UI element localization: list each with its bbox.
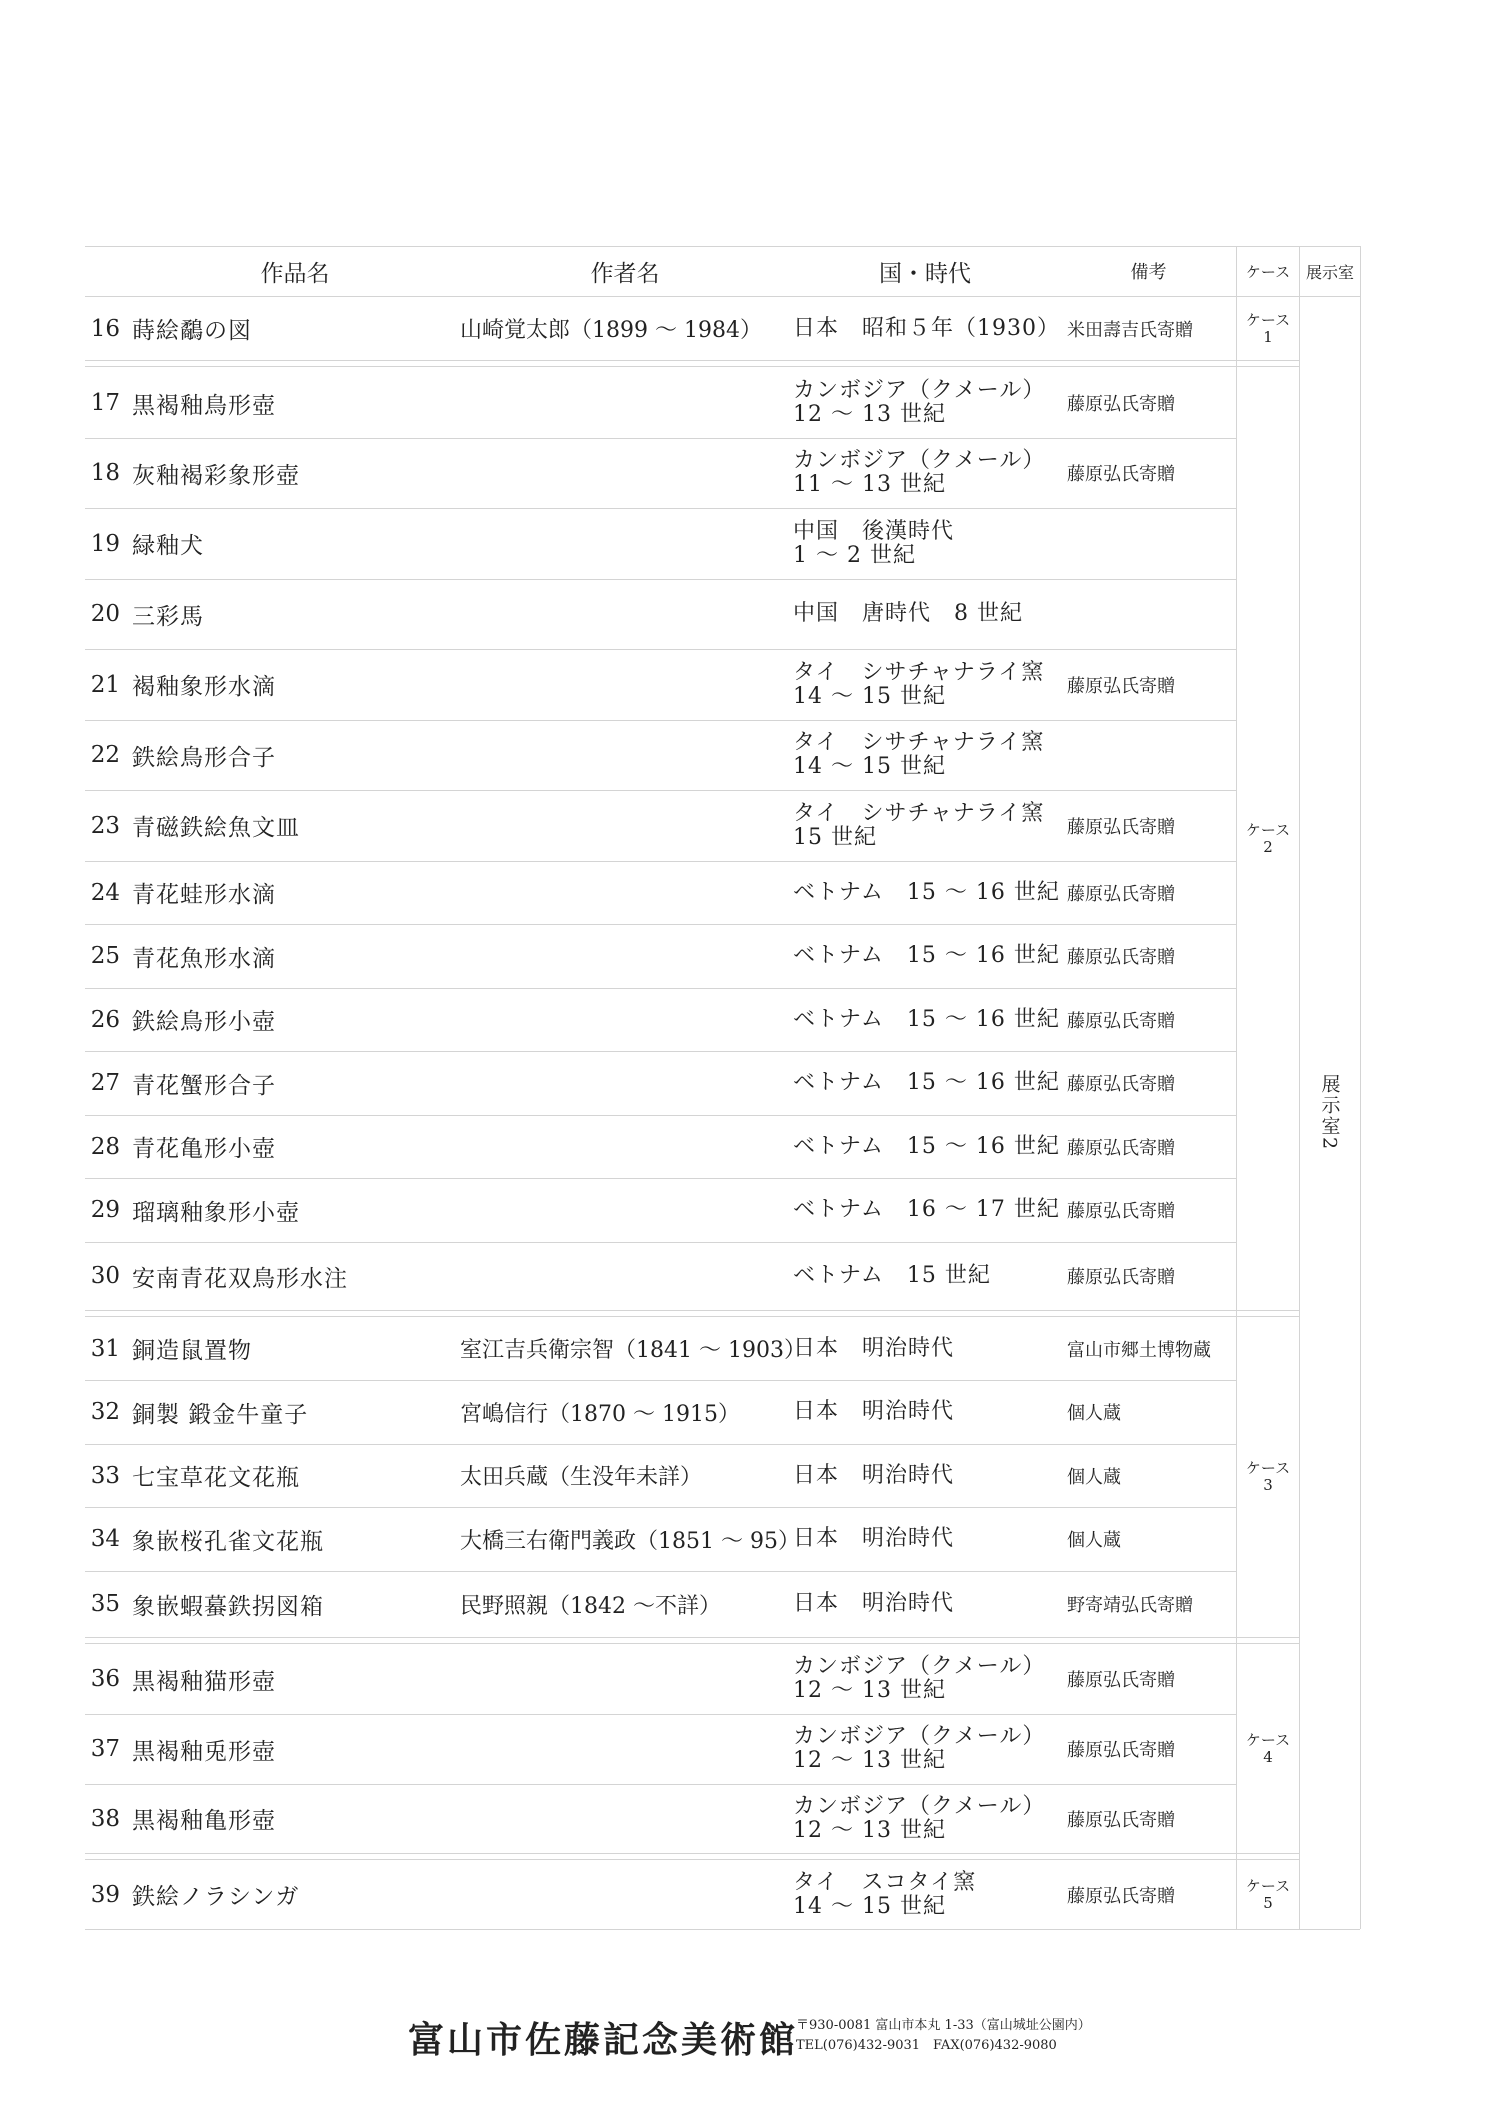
item-title: 銅製 鍛金牛童子 — [132, 1401, 309, 1428]
item-title: 青磁鉄絵魚文皿 — [132, 815, 300, 841]
item-number: 39 — [90, 1881, 120, 1908]
item-era — [793, 508, 954, 579]
item-era-line: カンボジア（クメール） — [793, 448, 1046, 473]
table-bottom-rule — [85, 1929, 1360, 1930]
item-note: 個人蔵 — [1067, 1530, 1121, 1551]
item-note: 藤原弘氏寄贈 — [1067, 1267, 1175, 1288]
item-note: 野寄靖弘氏寄贈 — [1067, 1595, 1193, 1616]
item-number: 37 — [90, 1736, 120, 1762]
case-number: 2 — [1263, 838, 1273, 856]
item-era-line: 11 ～ 13 世紀 — [793, 472, 946, 497]
case-label: ケース — [1245, 310, 1291, 329]
item-era — [793, 579, 1023, 649]
item-era-line: 中国 唐時代 8 世紀 — [793, 601, 1023, 626]
item-era — [793, 1784, 1045, 1853]
item-number: 31 — [90, 1335, 120, 1362]
header-title: 作品名 — [260, 260, 330, 287]
item-era-line: 日本 昭和５年（1930） — [793, 315, 1060, 341]
item-title: 黒褐釉鳥形壺 — [132, 392, 276, 419]
item-era-line: ベトナム 16 ～ 17 世紀 — [793, 1197, 1060, 1222]
item-number: 25 — [90, 943, 120, 969]
item-era-line: 15 世紀 — [793, 824, 877, 850]
item-note: 藤原弘氏寄贈 — [1067, 1074, 1175, 1095]
header-case: ケース — [1245, 262, 1291, 281]
item-era-line: タイ シサチャナライ窯 — [793, 800, 1045, 826]
item-title: 鉄絵鳥形合子 — [132, 744, 276, 771]
item-title: 象嵌蝦蟇鉄拐図箱 — [132, 1593, 324, 1620]
item-note: 藤原弘氏寄贈 — [1067, 1137, 1175, 1159]
item-note: 藤原弘氏寄贈 — [1067, 1885, 1175, 1907]
museum-address-block — [796, 2016, 1091, 2056]
item-era — [793, 368, 1045, 438]
item-artist: 宮嶋信行（1870 ～ 1915） — [460, 1401, 740, 1427]
item-title: 瑠璃釉象形小壺 — [132, 1199, 300, 1226]
case-cell — [1237, 1317, 1299, 1637]
item-era-line: ベトナム 15 ～ 16 世紀 — [793, 1006, 1060, 1032]
item-title: 青花蛙形水滴 — [132, 882, 276, 908]
item-title: 黒褐釉兎形壺 — [132, 1738, 276, 1765]
item-era — [793, 1444, 954, 1507]
item-era-line: カンボジア（クメール） — [793, 1724, 1046, 1749]
item-title: 銅造鼠置物 — [132, 1338, 252, 1364]
group-separator-rule — [85, 366, 1299, 367]
item-era-line: ベトナム 15 ～ 16 世紀 — [793, 943, 1060, 968]
item-era-line: ベトナム 15 ～ 16 世紀 — [793, 1070, 1060, 1095]
item-era-line: 日本 明治時代 — [793, 1335, 955, 1361]
item-era — [793, 790, 1044, 861]
header-era: 国・時代 — [879, 260, 971, 287]
item-number: 30 — [90, 1263, 120, 1289]
item-artist: 民野照親（1842 ～不詳） — [460, 1593, 721, 1619]
item-era-line: ベトナム 15 世紀 — [793, 1263, 991, 1288]
case-label: ケース — [1245, 1730, 1291, 1749]
item-number: 17 — [90, 390, 120, 416]
item-era — [793, 1242, 991, 1310]
item-title: 青花魚形水滴 — [132, 945, 276, 972]
item-era-line: カンボジア（クメール） — [793, 1793, 1046, 1819]
item-title: 象嵌桜孔雀文花瓶 — [132, 1528, 324, 1555]
case-number: 3 — [1263, 1476, 1273, 1494]
item-era-line: 日本 明治時代 — [793, 1462, 955, 1488]
item-era — [793, 1178, 1060, 1242]
group-separator-rule — [85, 1853, 1299, 1854]
item-note: 藤原弘氏寄贈 — [1067, 883, 1175, 905]
item-title: 鉄絵鳥形小壺 — [132, 1009, 276, 1035]
item-era-line: 12 ～ 13 世紀 — [793, 1817, 946, 1843]
item-era — [793, 1571, 954, 1637]
item-title: 緑釉犬 — [132, 533, 204, 559]
item-number: 26 — [90, 1006, 120, 1033]
item-title: 三彩馬 — [132, 603, 204, 630]
item-title: 安南青花双鳥形水注 — [132, 1265, 348, 1292]
item-title: 黒褐釉猫形壺 — [132, 1668, 276, 1695]
item-artist: 太田兵蔵（生没年未詳） — [460, 1465, 703, 1490]
item-era-line: 14 ～ 15 世紀 — [793, 1893, 946, 1919]
case-label: ケース — [1245, 1459, 1291, 1477]
item-era-line: 1 ～ 2 世紀 — [793, 542, 916, 568]
item-number: 16 — [90, 315, 120, 342]
item-note: 藤原弘氏寄贈 — [1067, 1740, 1175, 1761]
item-era-line: ベトナム 15 ～ 16 世紀 — [793, 1133, 1060, 1159]
item-era-line: タイ シサチャナライ窯 — [793, 730, 1045, 755]
item-artist: 大橋三右衛門義政（1851 ～ 95） — [460, 1528, 800, 1554]
item-era-line: 12 ～ 13 世紀 — [793, 1678, 946, 1703]
item-era — [793, 988, 1060, 1051]
item-note: 藤原弘氏寄贈 — [1067, 1201, 1175, 1222]
item-number: 29 — [90, 1197, 120, 1223]
item-era — [793, 1115, 1060, 1178]
item-era — [793, 1507, 954, 1571]
item-era — [793, 649, 1044, 720]
item-title: 七宝草花文花瓶 — [132, 1465, 300, 1491]
header-room: 展示室 — [1305, 262, 1354, 282]
item-number: 23 — [90, 812, 120, 839]
item-number: 32 — [90, 1399, 120, 1425]
item-number: 33 — [90, 1462, 120, 1489]
item-number: 34 — [90, 1526, 120, 1552]
item-era — [793, 861, 1060, 924]
item-era — [793, 1714, 1045, 1784]
header-artist: 作者名 — [590, 260, 660, 287]
museum-address: 〒930-0081 富山市本丸 1-33（富山城址公園内） — [796, 2018, 1091, 2033]
item-era-line: 14 ～ 15 世紀 — [793, 754, 946, 779]
item-number: 35 — [90, 1591, 120, 1617]
item-note: 個人蔵 — [1067, 1403, 1121, 1424]
case-cell — [1237, 368, 1299, 1310]
case-cell — [1237, 1860, 1299, 1929]
item-number: 38 — [90, 1805, 120, 1832]
item-era-line: タイ スコタイ窯 — [793, 1869, 977, 1895]
item-era-line: カンボジア（クメール） — [793, 378, 1046, 403]
item-era-line: 日本 明治時代 — [793, 1591, 955, 1616]
item-era — [793, 720, 1044, 790]
case-label: ケース — [1245, 1876, 1291, 1895]
header-note: 備考 — [1130, 262, 1167, 283]
item-era-line: タイ シサチャナライ窯 — [793, 659, 1045, 685]
item-note: 藤原弘氏寄贈 — [1067, 947, 1175, 968]
item-number: 22 — [90, 742, 120, 768]
item-era — [793, 1051, 1060, 1115]
item-era-line: 日本 明治時代 — [793, 1526, 955, 1551]
item-number: 21 — [90, 671, 120, 698]
item-note: 藤原弘氏寄贈 — [1067, 1809, 1175, 1831]
item-number: 18 — [90, 460, 120, 486]
item-era — [793, 924, 1060, 988]
table-right-border — [1360, 246, 1361, 1929]
item-era-line: カンボジア（クメール） — [793, 1654, 1046, 1679]
item-era-line: 日本 明治時代 — [793, 1399, 955, 1424]
item-era — [793, 1644, 1045, 1714]
item-era — [793, 297, 1060, 360]
case-number: 5 — [1263, 1893, 1273, 1912]
item-note: 米田壽吉氏寄贈 — [1067, 319, 1193, 341]
museum-name: 富山市佐藤記念美術館 — [408, 2019, 799, 2061]
item-era — [793, 438, 1045, 508]
item-number: 36 — [90, 1666, 120, 1692]
item-number: 19 — [90, 530, 120, 557]
group-separator-rule — [85, 1637, 1299, 1638]
item-note: 藤原弘氏寄贈 — [1067, 1010, 1175, 1032]
table-top-rule — [85, 246, 1360, 247]
item-note: 藤原弘氏寄贈 — [1067, 394, 1175, 415]
item-era-line: 12 ～ 13 世紀 — [793, 402, 946, 427]
item-title: 青花亀形小壺 — [132, 1136, 276, 1162]
item-number: 28 — [90, 1133, 120, 1160]
group-separator-rule — [85, 360, 1299, 361]
item-era — [793, 1317, 954, 1380]
case-cell — [1237, 297, 1299, 360]
item-title: 蒔絵鷸の図 — [132, 318, 252, 344]
row-rule — [85, 508, 1236, 509]
item-note: 藤原弘氏寄贈 — [1067, 1670, 1175, 1691]
item-era-line: 14 ～ 15 世紀 — [793, 683, 946, 709]
item-era-line: ベトナム 15 ～ 16 世紀 — [793, 879, 1060, 905]
item-note: 富山市郷土博物蔵 — [1067, 1339, 1211, 1361]
item-note: 藤原弘氏寄贈 — [1067, 675, 1175, 697]
item-title: 褐釉象形水滴 — [132, 674, 276, 700]
case-number: 1 — [1263, 327, 1273, 346]
group-separator-rule — [85, 1310, 1299, 1311]
item-title: 灰釉褐彩象形壺 — [132, 462, 300, 489]
item-number: 27 — [90, 1070, 120, 1096]
case-number: 4 — [1263, 1747, 1273, 1766]
row-rule — [85, 579, 1236, 580]
case-label: ケース — [1245, 821, 1291, 839]
item-number: 20 — [90, 601, 120, 627]
case-cell — [1237, 1644, 1299, 1853]
room-label: 展示室2 — [1318, 1074, 1341, 1152]
item-number: 24 — [90, 879, 120, 906]
item-note: 藤原弘氏寄贈 — [1067, 464, 1175, 485]
museum-phone: TEL(076)432-9031 FAX(076)432-9080 — [796, 2038, 1057, 2053]
item-title: 黒褐釉亀形壺 — [132, 1808, 276, 1834]
item-era — [793, 1380, 954, 1444]
item-artist: 室江吉兵衛宗智（1841 ～ 1903） — [460, 1338, 806, 1363]
item-era-line: 中国 後漢時代 — [793, 518, 955, 544]
item-title: 青花蟹形合子 — [132, 1072, 276, 1099]
room-cell — [1300, 297, 1360, 1929]
item-artist: 山崎覚太郎（1899 ～ 1984） — [460, 318, 762, 343]
item-note: 個人蔵 — [1067, 1466, 1121, 1488]
item-title: 鉄絵ノラシンガ — [132, 1884, 300, 1910]
item-era-line: 12 ～ 13 世紀 — [793, 1748, 946, 1773]
item-note: 藤原弘氏寄贈 — [1067, 816, 1175, 838]
item-era — [793, 1860, 976, 1929]
